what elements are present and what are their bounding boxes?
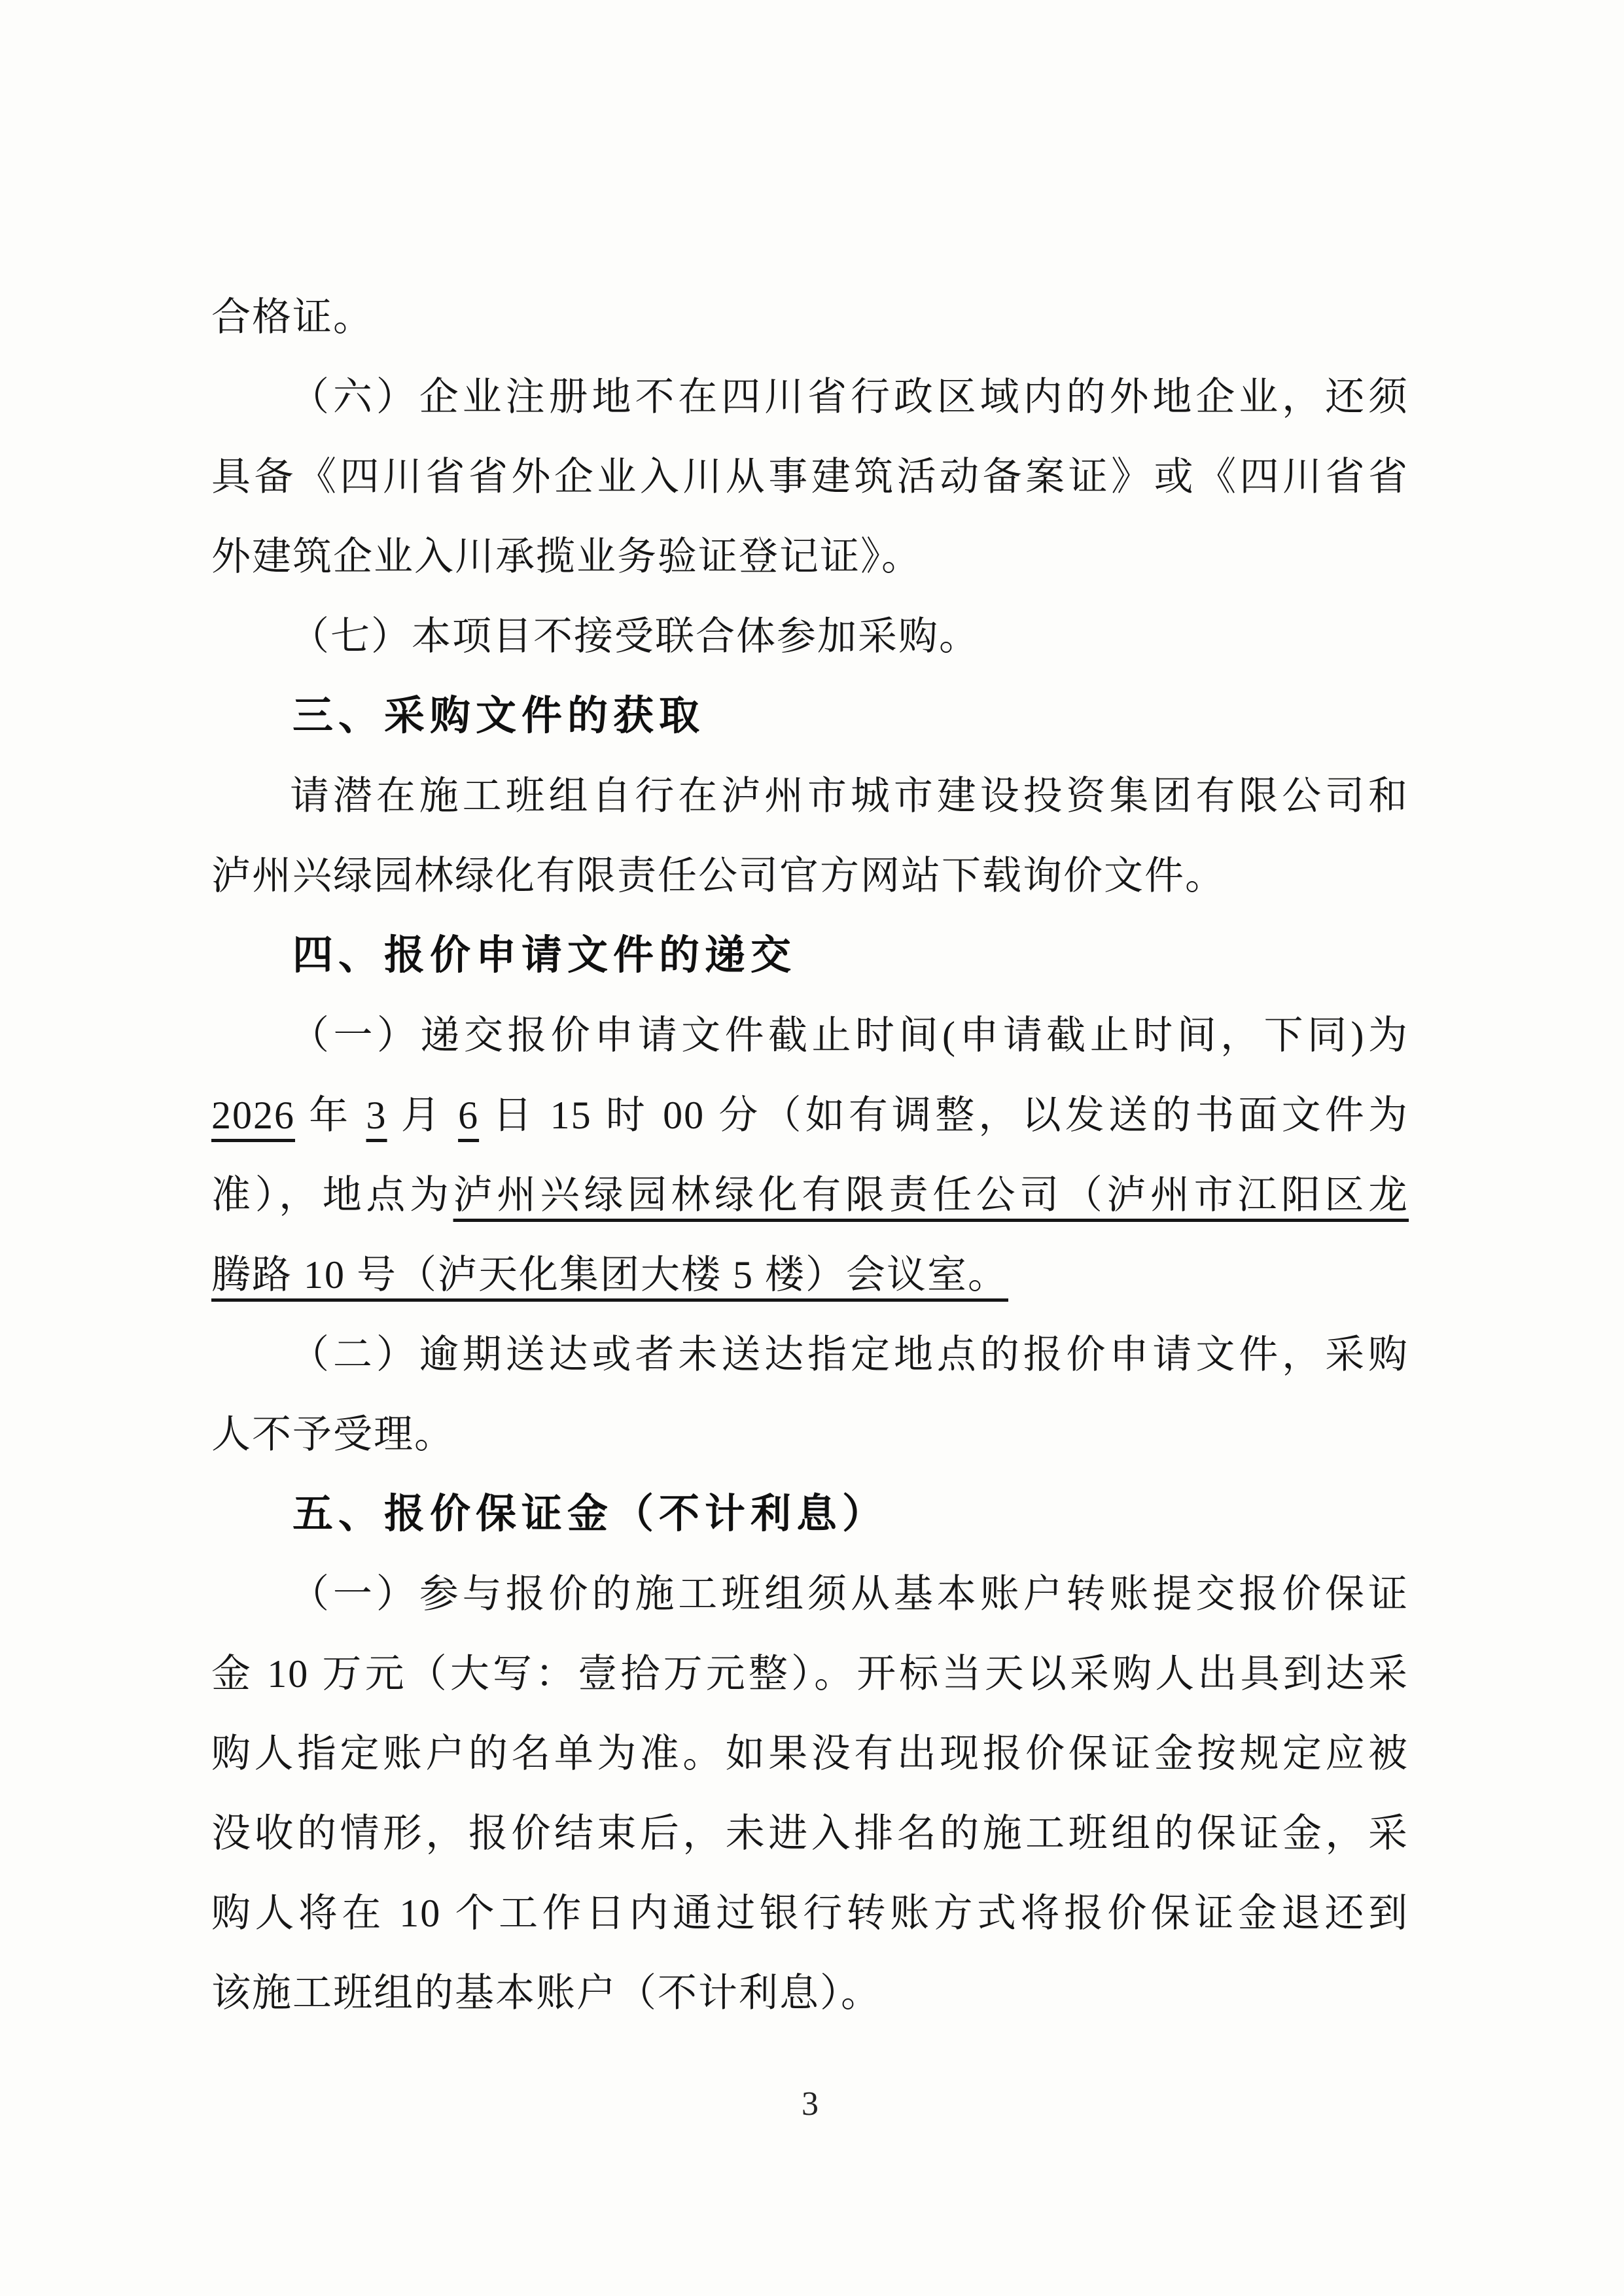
text-line: [211, 1075, 1409, 1155]
text-line: [211, 1953, 1409, 2033]
text-segment: 购人指定账户的名单为准。如果没有出现报价保证金按规定应被: [211, 1732, 1409, 1775]
page-number: 3: [802, 2085, 819, 2123]
underlined-text: 6: [458, 1094, 480, 1137]
text-line: [211, 1235, 1409, 1315]
text-segment: 购人将在 10 个工作日内通过银行转账方式将报价保证金退还到: [211, 1892, 1409, 1935]
text-segment: 五、报价保证金（不计利息）: [292, 1491, 889, 1537]
text-line: [211, 1395, 1409, 1474]
text-segment: （二）逾期送达或者未送达指定地点的报价申请文件，采购: [290, 1333, 1409, 1376]
underlined-text: 泸州兴绿园林绿化有限责任公司（泸州市江阳区龙: [453, 1174, 1409, 1217]
text-line: [211, 1554, 1409, 1634]
text-line: [211, 1873, 1409, 1953]
heading-line: [211, 1474, 1409, 1554]
text-line: [211, 1155, 1409, 1235]
text-segment: 人不予受理。: [211, 1413, 455, 1456]
text-line: [211, 1794, 1409, 1873]
text-segment: 外建筑企业入川承揽业务验证登记证》。: [211, 535, 922, 578]
text-segment: （一）递交报价申请文件截止时间(申请截止时间，下同)为: [290, 1014, 1409, 1057]
text-segment: 三、采购文件的获取: [292, 693, 705, 739]
text-segment: 金 10 万元（大写：壹拾万元整）。开标当天以采购人出具到达采: [211, 1652, 1409, 1696]
text-segment: 该施工班组的基本账户（不计利息）。: [211, 1972, 881, 2015]
text-line: [211, 1315, 1409, 1395]
text-line: [211, 1714, 1409, 1794]
text-segment: 准），地点为: [211, 1174, 453, 1217]
text-segment: 年: [295, 1094, 366, 1137]
text-line: [211, 437, 1409, 517]
text-line: [211, 836, 1409, 916]
heading-line: [211, 916, 1409, 996]
text-line: [211, 996, 1409, 1075]
text-segment: 月: [387, 1094, 459, 1137]
document-body: [211, 277, 1409, 2033]
underlined-text: 腾路 10 号（泸天化集团大楼 5 楼）会议室。: [211, 1253, 1008, 1296]
text-line: [211, 597, 1409, 676]
underlined-text: 2026: [211, 1094, 295, 1137]
text-segment: 没收的情形，报价结束后，未进入排名的施工班组的保证金，采: [211, 1812, 1409, 1855]
text-segment: 请潜在施工班组自行在泸州市城市建设投资集团有限公司和: [290, 774, 1409, 818]
text-line: [211, 1634, 1409, 1714]
text-segment: （一）参与报价的施工班组须从基本账户转账提交报价保证: [290, 1573, 1409, 1616]
text-segment: 日 15 时 00 分（如有调整，以发送的书面文件为: [479, 1094, 1409, 1137]
text-line: [211, 756, 1409, 836]
text-line: [211, 357, 1409, 437]
text-segment: （六）企业注册地不在四川省行政区域内的外地企业，还须: [290, 375, 1409, 419]
text-segment: 合格证。: [211, 296, 374, 339]
text-segment: （七）本项目不接受联合体参加采购。: [290, 615, 980, 658]
underlined-text: 3: [366, 1094, 387, 1137]
text-segment: 具备《四川省省外企业入川从事建筑活动备案证》或《四川省省: [211, 455, 1409, 498]
text-line: [211, 277, 1409, 357]
text-segment: 四、报价申请文件的递交: [292, 933, 797, 978]
heading-line: [211, 676, 1409, 756]
text-segment: 泸州兴绿园林绿化有限责任公司官方网站下载询价文件。: [211, 854, 1226, 897]
text-line: [211, 517, 1409, 597]
